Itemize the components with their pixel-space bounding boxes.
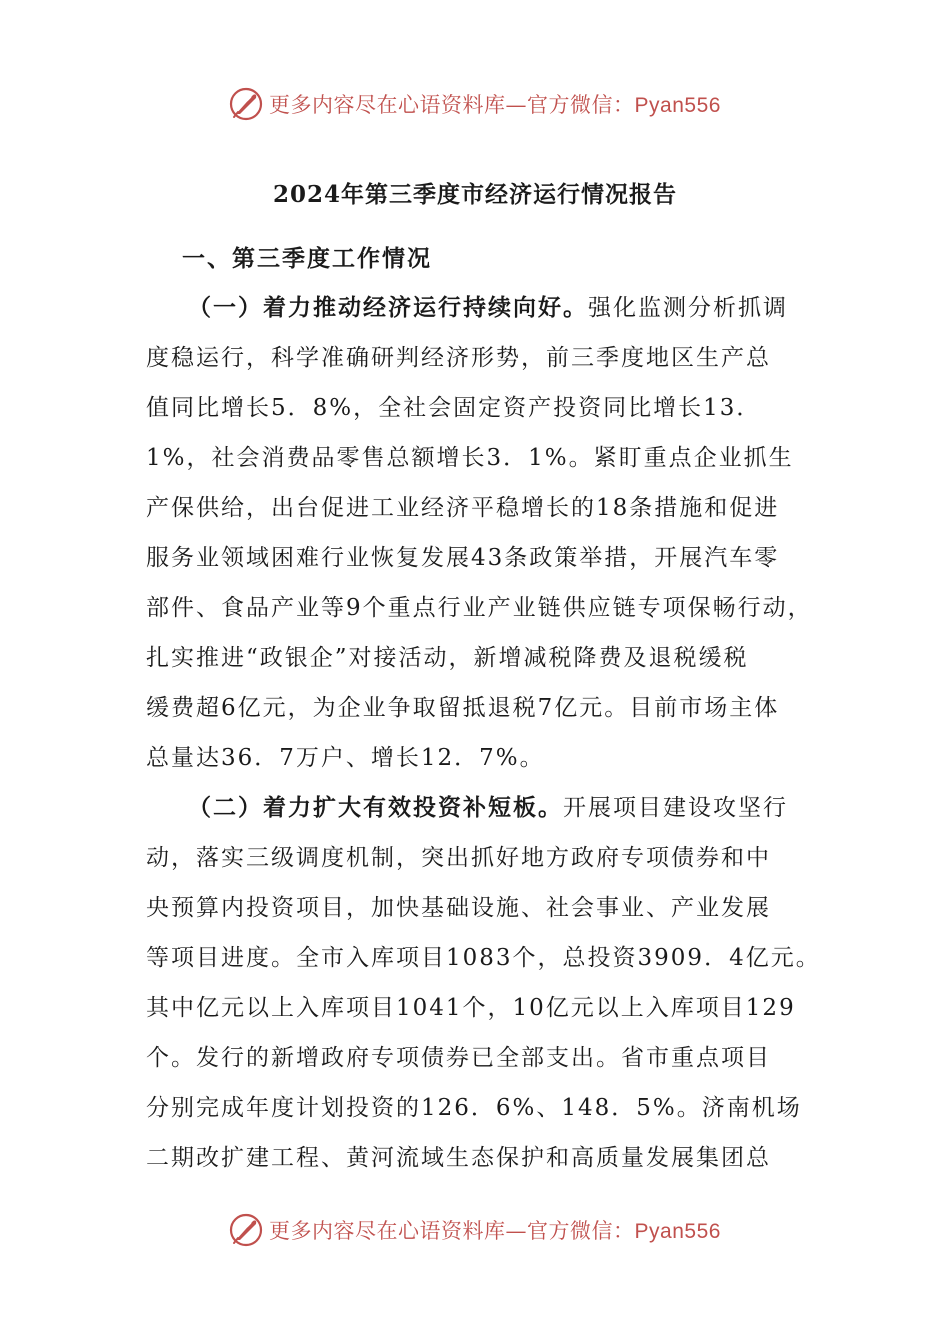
paragraph-text: 强化监测分析抓调	[588, 295, 788, 321]
banner-text	[269, 89, 721, 119]
section-heading: 一、第三季度工作情况	[182, 245, 432, 272]
paragraph-line: 总量达36．7万户、增长12．7%。	[146, 745, 545, 771]
banner-wechat-id: Pyan556	[634, 1220, 721, 1243]
paragraph-line: 1%，社会消费品零售总额增长3．1%。紧盯重点企业抓生	[146, 445, 794, 471]
paragraph-line: 二期改扩建工程、黄河流域生态保护和高质量发展集团总	[146, 1145, 771, 1171]
paragraph-text: 开展项目建设攻坚行	[563, 795, 788, 821]
paragraph-lead: （一）着力推动经济运行持续向好。	[188, 294, 588, 321]
banner-text-cn: 更多内容尽在心语资料库—官方微信：	[269, 1219, 635, 1243]
banner-text-cn: 更多内容尽在心语资料库—官方微信：	[269, 93, 635, 117]
paragraph-lead: （二）着力扩大有效投资补短板。	[188, 794, 563, 821]
paragraph-line: 扎实推进“政银企”对接活动，新增减税降费及退税缓税	[146, 645, 749, 671]
quill-logo-icon	[229, 1213, 263, 1247]
paragraph-line: 值同比增长5．8%，全社会固定资产投资同比增长13．	[146, 395, 762, 421]
paragraph-economic-operation	[146, 283, 836, 783]
footer-watermark-banner	[0, 1210, 950, 1250]
paragraph-line: 缓费超6亿元，为企业争取留抵退税7亿元。目前市场主体	[146, 695, 780, 721]
header-watermark-banner	[0, 84, 950, 124]
paragraph-line	[146, 283, 836, 333]
paragraph-line: 度稳运行，科学准确研判经济形势，前三季度地区生产总	[146, 345, 771, 371]
document-title: 2024年第三季度市经济运行情况报告	[272, 181, 677, 208]
paragraph-line	[146, 783, 836, 833]
paragraph-line: 等项目进度。全市入库项目1083个，总投资3909．4亿元。	[146, 945, 821, 971]
paragraph-line: 产保供给，出台促进工业经济平稳增长的18条措施和促进	[146, 495, 780, 521]
banner-text	[269, 1215, 721, 1245]
banner-wechat-id: Pyan556	[634, 94, 721, 117]
paragraph-effective-investment	[146, 783, 836, 1183]
paragraph-line: 动，落实三级调度机制，突出抓好地方政府专项债券和中	[146, 845, 771, 871]
quill-logo-icon	[229, 87, 263, 121]
paragraph-line: 服务业领域困难行业恢复发展43条政策举措，开展汽车零	[146, 545, 780, 571]
paragraph-line: 其中亿元以上入库项目1041个，10亿元以上入库项目129	[146, 995, 796, 1021]
paragraph-line: 个。发行的新增政府专项债券已全部支出。省市重点项目	[146, 1045, 771, 1071]
paragraph-line: 部件、食品产业等9个重点行业产业链供应链专项保畅行动，	[146, 595, 813, 621]
paragraph-line: 分别完成年度计划投资的126．6%、148．5%。济南机场	[146, 1095, 802, 1121]
paragraph-line: 央预算内投资项目，加快基础设施、社会事业、产业发展	[146, 895, 771, 921]
